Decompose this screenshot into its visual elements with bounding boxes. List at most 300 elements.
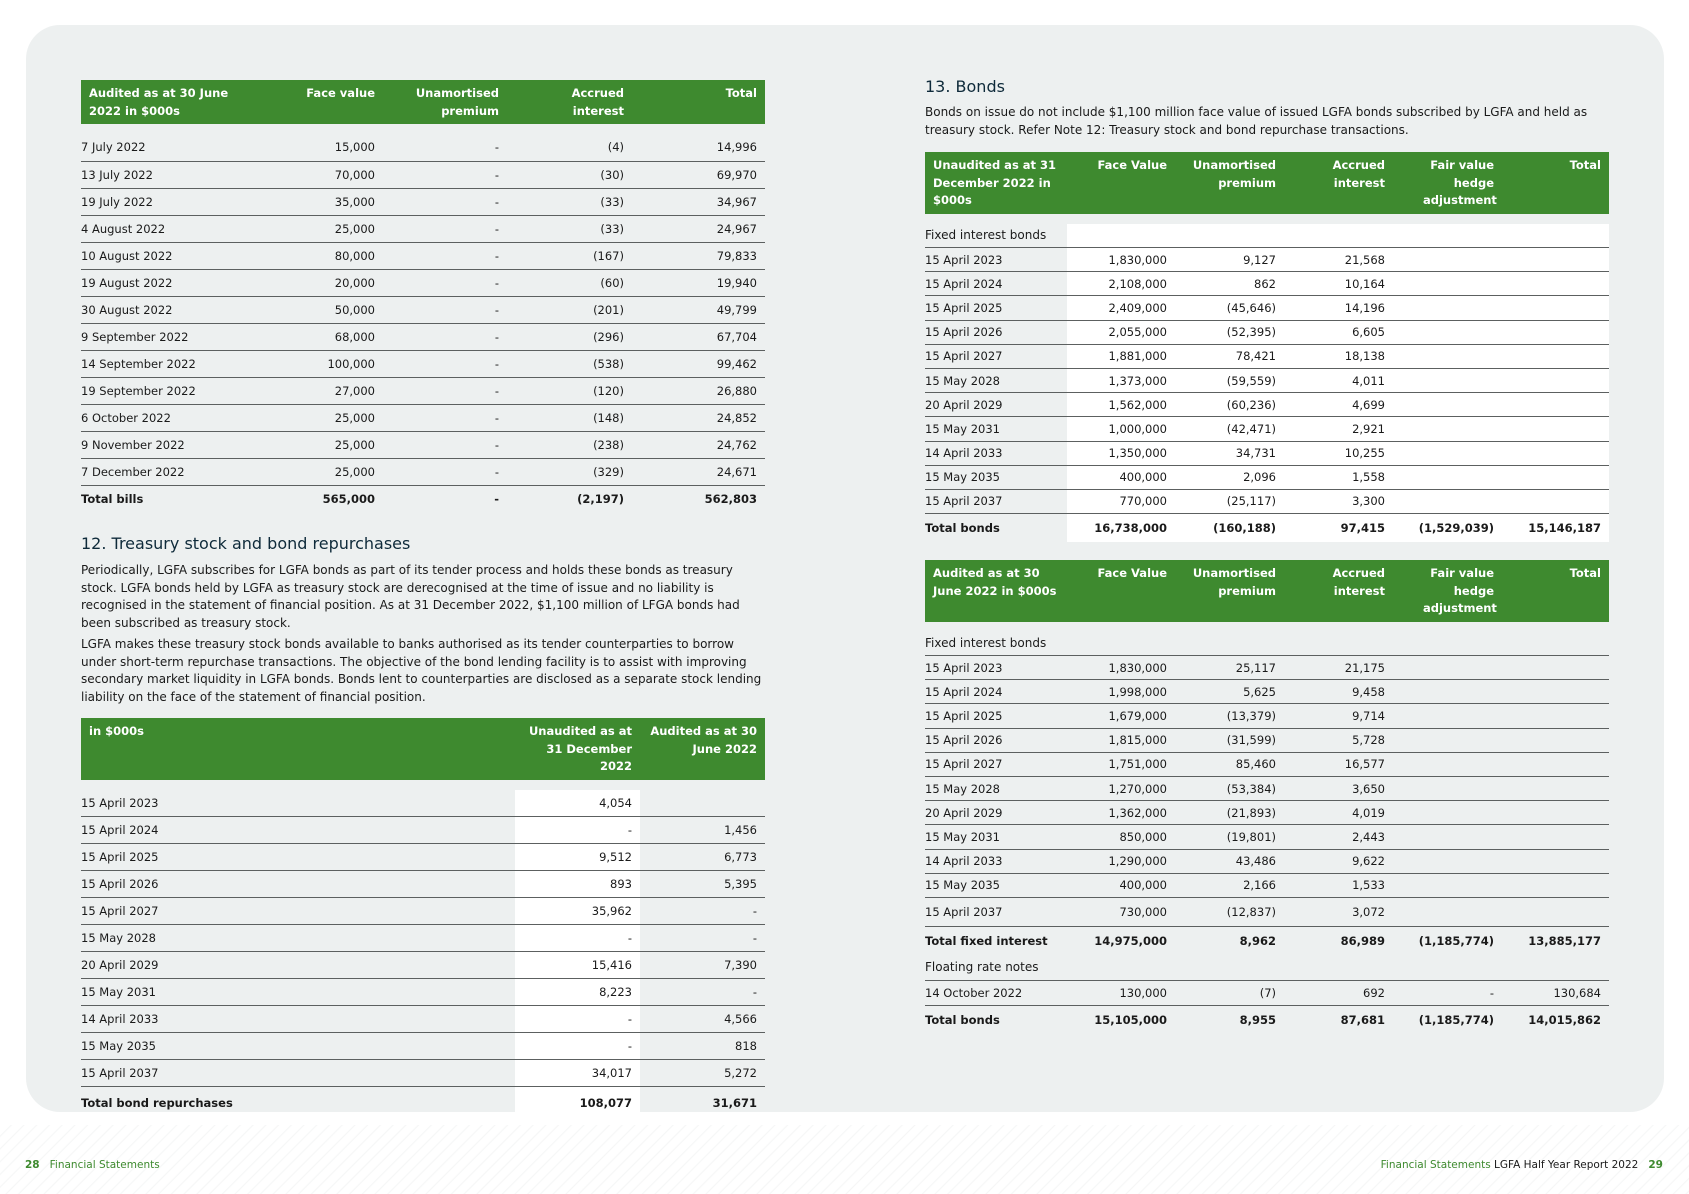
treasury-paragraph-1: Periodically, LGFA subscribes for LGFA bonds as part of its tender process and holds these bonds as treasury stock. LGFA bonds held by LGFA as treasury stock are derecognised at the time of issue and no liability is recognised in the statement of financial position. As at 31 December 2022, $1,100 million of LFGA bonds had been subscribed as treasury stock. — [81, 563, 740, 630]
table-cell: 5,625 — [1175, 680, 1284, 704]
total-row — [81, 485, 765, 512]
table-cell: 50,000 — [275, 296, 383, 323]
table-cell: 27,000 — [275, 377, 383, 404]
table-cell: 15 April 2023 — [925, 248, 1067, 272]
table-cell: 2,108,000 — [1067, 272, 1175, 296]
table-row — [925, 272, 1609, 296]
table-cell — [1502, 441, 1609, 465]
table-cell — [1175, 954, 1284, 980]
table-cell: 2,096 — [1175, 465, 1284, 489]
table-cell: 24,671 — [632, 458, 765, 485]
table-row — [81, 898, 765, 925]
table-cell: 14,975,000 — [1094, 933, 1167, 948]
table-row — [925, 849, 1609, 873]
table-cell: 43,486 — [1175, 849, 1284, 873]
table-cell — [1393, 656, 1502, 680]
table-cell: 25,000 — [275, 458, 383, 485]
table-cell: (538) — [507, 350, 632, 377]
table-cell — [1284, 224, 1393, 248]
bonds-jun-header-0: Audited as at 30 June 2022 in $000s — [925, 560, 1067, 622]
table-cell: 9 September 2022 — [81, 323, 275, 350]
table-row — [925, 368, 1609, 392]
table-cell: 130,684 — [1502, 980, 1609, 1005]
table-cell: 1,562,000 — [1067, 393, 1175, 417]
table-row — [81, 188, 765, 215]
spacer-row — [81, 124, 765, 134]
table-cell — [1502, 344, 1609, 368]
table-row — [925, 801, 1609, 825]
table-cell — [1393, 393, 1502, 417]
table-cell: 13 July 2022 — [81, 161, 275, 188]
table-cell: 13,885,177 — [1528, 933, 1601, 948]
table-cell: 400,000 — [1067, 465, 1175, 489]
table-cell: 862 — [1175, 272, 1284, 296]
table-cell: - — [383, 269, 507, 296]
table-cell: 108,077 — [515, 1087, 640, 1119]
table-cell — [1393, 296, 1502, 320]
table-cell: 25,000 — [275, 215, 383, 242]
table-cell: 7,390 — [640, 952, 765, 979]
table-row — [925, 704, 1609, 728]
table-cell: 15 May 2031 — [925, 825, 1067, 849]
table-cell — [1175, 632, 1284, 656]
table-cell: 10 August 2022 — [81, 242, 275, 269]
repurchase-header-2: Audited as at 30 June 2022 — [640, 718, 765, 780]
table-cell: 35,000 — [275, 188, 383, 215]
table-cell: 4,019 — [1284, 801, 1393, 825]
table-cell: 9,714 — [1284, 704, 1393, 728]
table-cell: 20 April 2029 — [81, 952, 515, 979]
table-cell — [1067, 632, 1175, 656]
table-cell: 15 May 2028 — [925, 776, 1067, 800]
table-cell — [1393, 680, 1502, 704]
table-cell: 49,799 — [632, 296, 765, 323]
table-cell: 35,962 — [515, 898, 640, 925]
bonds-jun-header-5: Total — [1502, 560, 1609, 622]
table-cell: 15 April 2025 — [81, 844, 515, 871]
bonds-jun-body — [925, 622, 1609, 1035]
table-cell — [1502, 728, 1609, 752]
table-cell: 1,830,000 — [1067, 248, 1175, 272]
table-cell: 1,751,000 — [1067, 752, 1175, 776]
table-cell: 79,833 — [632, 242, 765, 269]
table-cell — [640, 790, 765, 817]
table-cell: 34,017 — [515, 1060, 640, 1087]
table-cell: 99,462 — [632, 350, 765, 377]
table-cell: (45,646) — [1175, 296, 1284, 320]
table-cell — [1502, 849, 1609, 873]
table-cell — [1393, 752, 1502, 776]
table-cell: 15 April 2037 — [925, 489, 1067, 513]
bonds-jun-table — [925, 560, 1609, 1034]
repurchase-table-body — [81, 780, 765, 1119]
total-row — [925, 514, 1609, 542]
table-cell — [1393, 873, 1502, 897]
table-cell: - — [515, 817, 640, 844]
table-cell: (160,188) — [1175, 514, 1284, 542]
table-cell: 1,558 — [1284, 465, 1393, 489]
table-cell: 19 August 2022 — [81, 269, 275, 296]
table-cell: (60) — [507, 269, 632, 296]
table-cell: 34,967 — [632, 188, 765, 215]
table-row — [925, 873, 1609, 897]
table-cell: 14,196 — [1284, 296, 1393, 320]
table-cell: (52,395) — [1175, 320, 1284, 344]
section-label: Fixed interest bonds — [925, 632, 1067, 656]
table-cell: 68,000 — [275, 323, 383, 350]
table-cell: Total bonds — [925, 514, 1067, 542]
table-cell: 9,127 — [1175, 248, 1284, 272]
table-row — [81, 134, 765, 161]
table-cell — [1502, 393, 1609, 417]
table-cell: 2,166 — [1175, 873, 1284, 897]
table-row — [81, 871, 765, 898]
table-cell: (21,893) — [1175, 801, 1284, 825]
table-cell: 15 April 2024 — [81, 817, 515, 844]
footer-left-label: Financial Statements — [49, 1159, 160, 1171]
table-cell: 6,605 — [1284, 320, 1393, 344]
table-cell: 21,568 — [1284, 248, 1393, 272]
table-row — [81, 1033, 765, 1060]
table-cell: 67,704 — [632, 323, 765, 350]
table-cell: 14 April 2033 — [925, 441, 1067, 465]
footer-right-label: LGFA Half Year Report 2022 — [1494, 1159, 1639, 1171]
table-cell: 15 April 2027 — [925, 752, 1067, 776]
table-cell: 85,460 — [1175, 752, 1284, 776]
table-cell: - — [640, 925, 765, 952]
bills-header-4: Total — [632, 80, 765, 124]
table-cell — [1502, 825, 1609, 849]
table-cell: 15 April 2025 — [925, 704, 1067, 728]
table-cell: 30 August 2022 — [81, 296, 275, 323]
table-cell — [1393, 441, 1502, 465]
table-cell — [1067, 954, 1175, 980]
table-cell: 69,970 — [632, 161, 765, 188]
table-cell: 9 November 2022 — [81, 431, 275, 458]
table-row — [925, 656, 1609, 680]
table-row — [925, 441, 1609, 465]
table-cell: 25,117 — [1175, 656, 1284, 680]
table-cell: (1,185,774) — [1393, 1005, 1502, 1034]
table-cell: 1,270,000 — [1067, 776, 1175, 800]
table-cell: 15 April 2027 — [925, 344, 1067, 368]
table-cell: (13,379) — [1175, 704, 1284, 728]
table-cell: 1,290,000 — [1067, 849, 1175, 873]
spacer-row — [925, 622, 1609, 632]
table-cell: 3,072 — [1284, 897, 1393, 926]
table-cell — [1502, 954, 1609, 980]
table-cell: 97,415 — [1284, 514, 1393, 542]
bonds-dec-header-2: Unamortised premium — [1175, 152, 1284, 214]
repurchase-header-0: in $000s — [81, 718, 515, 780]
repurchase-table-header — [81, 718, 765, 780]
table-row — [81, 790, 765, 817]
table-cell: 20,000 — [275, 269, 383, 296]
table-cell — [1284, 954, 1393, 980]
table-cell: Total bills — [81, 485, 275, 512]
bills-table-body — [81, 124, 765, 512]
table-cell: 24,762 — [632, 431, 765, 458]
table-cell — [1393, 801, 1502, 825]
table-cell: 4,011 — [1284, 368, 1393, 392]
table-cell: 31,671 — [640, 1087, 765, 1119]
table-cell — [1393, 224, 1502, 248]
table-cell: 4,699 — [1284, 393, 1393, 417]
table-cell: 15,146,187 — [1502, 514, 1609, 542]
bills-table — [81, 80, 765, 512]
table-cell: 16,738,000 — [1067, 514, 1175, 542]
table-cell: 15 April 2037 — [925, 897, 1067, 926]
table-row — [925, 344, 1609, 368]
table-cell — [1502, 465, 1609, 489]
table-cell: 2,921 — [1284, 417, 1393, 441]
treasury-heading: 12. Treasury stock and bond repurchases — [81, 534, 411, 553]
table-cell: - — [515, 1006, 640, 1033]
table-cell: (53,384) — [1175, 776, 1284, 800]
bonds-jun-header-1: Face Value — [1067, 560, 1175, 622]
table-cell: 1,533 — [1284, 873, 1393, 897]
table-cell: 14 April 2033 — [81, 1006, 515, 1033]
table-cell: (25,117) — [1175, 489, 1284, 513]
table-cell: 818 — [640, 1033, 765, 1060]
bills-table-header — [81, 80, 765, 124]
table-cell: 730,000 — [1067, 897, 1175, 926]
table-row — [925, 489, 1609, 513]
table-cell: 9,622 — [1284, 849, 1393, 873]
table-cell: 15 April 2024 — [925, 272, 1067, 296]
table-cell: 15 May 2035 — [925, 465, 1067, 489]
table-row — [925, 776, 1609, 800]
table-cell: 25,000 — [275, 404, 383, 431]
table-cell — [1502, 224, 1609, 248]
table-cell: 15 May 2031 — [81, 979, 515, 1006]
bonds-jun-header — [925, 560, 1609, 622]
table-cell: 5,728 — [1284, 728, 1393, 752]
table-cell: 2,055,000 — [1067, 320, 1175, 344]
table-cell: - — [383, 296, 507, 323]
table-row — [81, 377, 765, 404]
table-cell: 14 April 2033 — [925, 849, 1067, 873]
footer-left — [25, 1159, 160, 1171]
table-cell — [1502, 417, 1609, 441]
table-cell: 562,803 — [632, 485, 765, 512]
table-row — [925, 980, 1609, 1005]
table-row — [81, 1006, 765, 1033]
table-cell — [1393, 344, 1502, 368]
table-cell: 1,373,000 — [1067, 368, 1175, 392]
table-cell — [1393, 417, 1502, 441]
table-cell: 130,000 — [1067, 980, 1175, 1005]
table-cell: 565,000 — [275, 485, 383, 512]
table-cell: - — [383, 458, 507, 485]
table-cell — [1502, 776, 1609, 800]
total-row — [81, 1087, 765, 1119]
table-cell: 20 April 2029 — [925, 801, 1067, 825]
table-cell: 15 May 2035 — [81, 1033, 515, 1060]
bonds-dec-header-3: Accrued interest — [1284, 152, 1393, 214]
treasury-paragraph-2: LGFA makes these treasury stock bonds available to banks authorised as its tender counterparties to borrow under short-term repurchase transactions. The objective of the bond lending facility is to assist with improving secondary market liquidity in LGFA bonds. Bonds lent to counterparties are disclosed as a separate stock lending liability on the face of the statement of financial position. — [81, 637, 762, 704]
table-cell: 4 August 2022 — [81, 215, 275, 242]
section-label: Fixed interest bonds — [925, 224, 1067, 248]
section-label: Floating rate notes — [925, 954, 1067, 980]
table-cell: (1,185,774) — [1418, 933, 1494, 948]
table-row — [81, 296, 765, 323]
table-row — [925, 897, 1609, 926]
table-cell: Total bond repurchases — [81, 1087, 515, 1119]
table-row — [925, 752, 1609, 776]
table-cell: 70,000 — [275, 161, 383, 188]
bonds-dec-table — [925, 152, 1609, 542]
section-row — [925, 224, 1609, 248]
table-cell: 15 April 2024 — [925, 680, 1067, 704]
table-cell: 6 October 2022 — [81, 404, 275, 431]
spacer-row — [925, 214, 1609, 224]
table-row — [81, 350, 765, 377]
table-cell: 5,395 — [640, 871, 765, 898]
table-row — [81, 323, 765, 350]
table-row — [81, 1060, 765, 1087]
bonds-heading: 13. Bonds — [925, 77, 1005, 96]
table-cell: - — [383, 485, 507, 512]
table-cell: 6,773 — [640, 844, 765, 871]
table-cell: 24,967 — [632, 215, 765, 242]
table-cell — [1393, 632, 1502, 656]
table-row — [925, 825, 1609, 849]
table-row — [81, 458, 765, 485]
table-row — [81, 269, 765, 296]
table-cell: 15,105,000 — [1067, 1005, 1175, 1034]
table-cell: - — [640, 979, 765, 1006]
table-cell: (329) — [507, 458, 632, 485]
table-cell: 100,000 — [275, 350, 383, 377]
table-cell: 26,880 — [632, 377, 765, 404]
table-cell: 18,138 — [1284, 344, 1393, 368]
table-row — [925, 465, 1609, 489]
table-cell: 4,054 — [515, 790, 640, 817]
table-cell: 15 April 2037 — [81, 1060, 515, 1087]
table-cell: 15,416 — [515, 952, 640, 979]
table-cell: (30) — [507, 161, 632, 188]
table-cell: 15 May 2028 — [925, 368, 1067, 392]
table-cell: 15 May 2028 — [81, 925, 515, 952]
spacer-row — [81, 780, 765, 790]
bonds-dec-header-5: Total — [1502, 152, 1609, 214]
table-row — [925, 680, 1609, 704]
table-cell: 1,830,000 — [1067, 656, 1175, 680]
section-row — [925, 632, 1609, 656]
table-row — [925, 393, 1609, 417]
table-cell: Total bonds — [925, 1005, 1067, 1034]
bills-header-2: Unamortised premium — [383, 80, 507, 124]
table-cell: 1,679,000 — [1067, 704, 1175, 728]
table-cell — [1393, 248, 1502, 272]
bonds-jun-header-3: Accrued interest — [1284, 560, 1393, 622]
table-cell: 10,164 — [1284, 272, 1393, 296]
table-cell: (60,236) — [1175, 393, 1284, 417]
table-cell — [1284, 632, 1393, 656]
table-cell — [1502, 897, 1609, 926]
table-cell: 19,940 — [632, 269, 765, 296]
bonds-jun-header-2: Unamortised premium — [1175, 560, 1284, 622]
table-cell: 87,681 — [1284, 1005, 1393, 1034]
bonds-dec-header — [925, 152, 1609, 214]
table-cell: 15 April 2026 — [925, 320, 1067, 344]
table-cell: 14 October 2022 — [925, 980, 1067, 1005]
table-cell: 15 April 2026 — [925, 728, 1067, 752]
table-cell: (42,471) — [1175, 417, 1284, 441]
table-cell: 7 July 2022 — [81, 134, 275, 161]
table-row — [81, 979, 765, 1006]
table-cell: 80,000 — [275, 242, 383, 269]
table-row — [81, 404, 765, 431]
footer-right-page-number: 29 — [1648, 1159, 1663, 1171]
table-cell: 15 April 2025 — [925, 296, 1067, 320]
table-row — [925, 320, 1609, 344]
table-cell: - — [515, 925, 640, 952]
table-cell: - — [383, 215, 507, 242]
bonds-dec-body — [925, 214, 1609, 542]
table-cell — [1393, 320, 1502, 344]
table-row — [81, 161, 765, 188]
table-cell — [1393, 368, 1502, 392]
footer-right — [1381, 1159, 1663, 1171]
table-cell — [1502, 680, 1609, 704]
bonds-dec-header-0: Unaudited as at 31 December 2022 in $000s — [925, 152, 1067, 214]
table-cell: 1,456 — [640, 817, 765, 844]
table-cell: 15,000 — [275, 134, 383, 161]
table-cell — [1502, 873, 1609, 897]
footer-right-label-green: Financial Statements — [1380, 1159, 1491, 1171]
table-cell: 1,998,000 — [1067, 680, 1175, 704]
table-cell: 19 September 2022 — [81, 377, 275, 404]
table-row — [925, 417, 1609, 441]
table-row — [81, 242, 765, 269]
table-cell — [1393, 728, 1502, 752]
table-cell: 893 — [515, 871, 640, 898]
table-row — [925, 728, 1609, 752]
table-cell: 7 December 2022 — [81, 458, 275, 485]
table-cell: 770,000 — [1067, 489, 1175, 513]
table-cell: 1,000,000 — [1067, 417, 1175, 441]
table-cell: 16,577 — [1284, 752, 1393, 776]
table-cell: (296) — [507, 323, 632, 350]
table-cell: (238) — [507, 431, 632, 458]
table-row — [81, 817, 765, 844]
table-cell: 2,409,000 — [1067, 296, 1175, 320]
table-cell: 9,458 — [1284, 680, 1393, 704]
table-cell: (4) — [507, 134, 632, 161]
table-cell — [1393, 272, 1502, 296]
table-cell: - — [383, 188, 507, 215]
table-cell — [1393, 489, 1502, 513]
table-row — [81, 215, 765, 242]
table-cell — [1502, 320, 1609, 344]
table-cell — [1393, 849, 1502, 873]
table-cell — [1067, 224, 1175, 248]
table-cell: 2,443 — [1284, 825, 1393, 849]
table-cell: 21,175 — [1284, 656, 1393, 680]
table-cell: (2,197) — [507, 485, 632, 512]
table-row — [81, 925, 765, 952]
table-cell — [1393, 776, 1502, 800]
table-cell — [1502, 272, 1609, 296]
table-cell: 1,350,000 — [1067, 441, 1175, 465]
table-row — [81, 431, 765, 458]
table-cell: (19,801) — [1175, 825, 1284, 849]
table-cell: (59,559) — [1175, 368, 1284, 392]
table-cell: 15 April 2027 — [81, 898, 515, 925]
table-cell: - — [383, 350, 507, 377]
